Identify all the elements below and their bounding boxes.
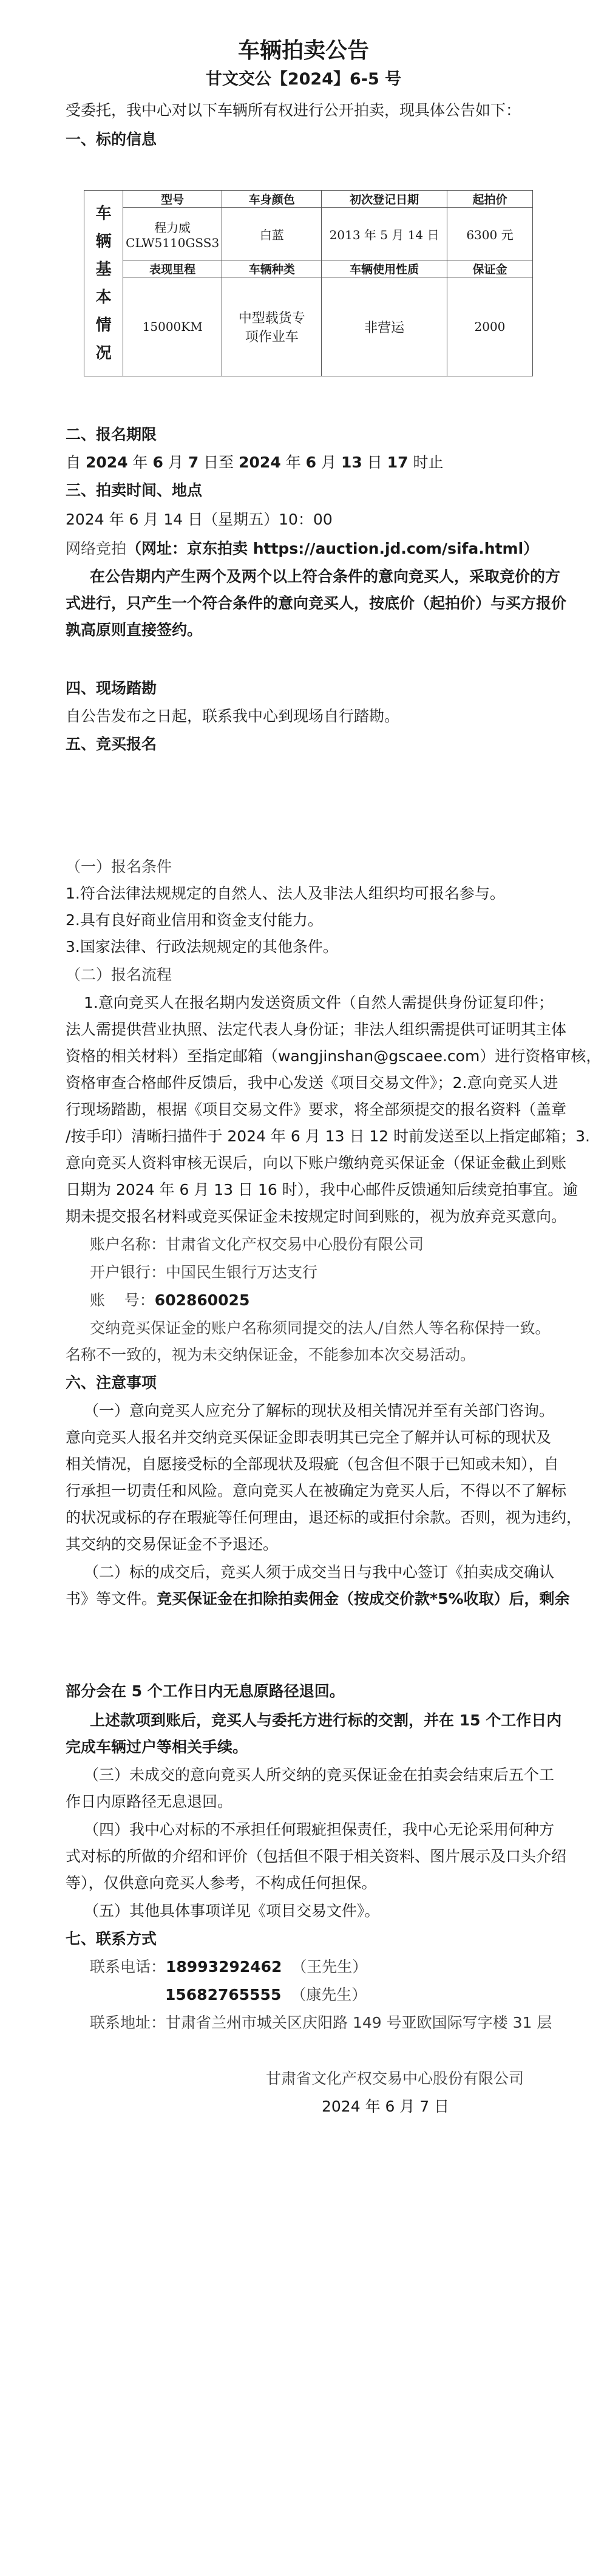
cell-reg-date: 2013 年 5 月 14 日: [322, 208, 447, 260]
notice-line: 式对标的所做的介绍和评价（包括但不限于相关资料、图片展示及口头介绍: [66, 1847, 567, 1865]
auction-url-link[interactable]: https://auction.jd.com/sifa.html: [253, 540, 524, 557]
notice-line: （二）标的成交后，竞买人须于成交当日与我中心签订《拍卖成交确认: [84, 1563, 555, 1581]
header-start-price: 起拍价: [447, 191, 532, 208]
header-kind: 车辆种类: [222, 260, 322, 277]
header-model: 型号: [123, 191, 222, 208]
site-visit-text: 自公告发布之日起，联系我中心到现场自行踏勘。: [66, 707, 400, 725]
contact-address: 联系地址：甘肃省兰州市城关区庆阳路 149 号亚欧国际写字楼 31 层: [90, 2014, 552, 2031]
header-reg-date: 初次登记日期: [322, 191, 447, 208]
phone-number-2[interactable]: 15682765555: [165, 1986, 282, 2003]
flow-line: /按手印）清晰扫描件于 2024 年 6 月 13 日 12 时前发送至以上指定邮箱；3.: [66, 1127, 591, 1145]
notice-line: （一）意向竞买人应充分了解标的现状及相关情况并至有关部门咨询。: [84, 1402, 555, 1419]
flow-line: 资格审查合格邮件反馈后，我中心发送《项目交易文件》；2.意向竞买人进: [66, 1074, 558, 1092]
flow-line: 意向竞买人资料审核无误后，向以下账户缴纳竞买保证金（保证金截止到账: [66, 1154, 567, 1172]
section-heading-6: 六、注意事项: [66, 1374, 157, 1392]
header-use: 车辆使用性质: [322, 260, 447, 277]
bidding-rule-line-1: 在公告期内产生两个及两个以上符合条件的意向竞买人，采取竞价的方: [90, 568, 561, 585]
deposit-note-line-2: 名称不一致的，视为未交纳保证金，不能参加本次交易活动。: [66, 1346, 476, 1364]
notice-line: 书》等文件。竞买保证金在扣除拍卖佣金（按成交价款*5%收取）后，剩余: [66, 1590, 570, 1608]
section-heading-3: 三、拍卖时间、地点: [66, 481, 203, 499]
contact-phone-2: 15682765555 （康先生）: [165, 1986, 367, 2003]
cell-deposit: 2000: [447, 277, 532, 376]
section-heading-7: 七、联系方式: [66, 1930, 157, 1948]
account-number: 账 号：602860025: [90, 1291, 250, 1309]
signing-organization: 甘肃省文化产权交易中心股份有限公司: [266, 2070, 524, 2087]
bidding-rule-line-3: 孰高原则直接签约。: [66, 621, 203, 639]
condition-item: 3.国家法律、行政法规规定的其他条件。: [66, 938, 338, 956]
page-title: 车辆拍卖公告: [237, 38, 369, 63]
auction-venue: 网络竞拍（网址：京东拍卖 https://auction.jd.com/sifa.html）: [66, 540, 539, 557]
flow-title: （二）报名流程: [66, 966, 172, 984]
section-heading-1: 一、标的信息: [66, 131, 157, 148]
document-number: 甘文交公【2024】6-5 号: [205, 70, 402, 89]
notice-line: （五）其他具体事项详见《项目交易文件》。: [84, 1902, 380, 1920]
notice-line: 其交纳的交易保证金不予退还。: [66, 1535, 279, 1553]
contact-phone-1: 联系电话：18993292462 （王先生）: [90, 1958, 368, 1976]
flow-line: 期未提交报名材料或竞买保证金未按规定时间到账的，视为放弃竞买意向。: [66, 1208, 567, 1225]
header-color: 车身颜色: [222, 191, 322, 208]
vehicle-info-table: [84, 190, 533, 376]
account-name: 账户名称：甘肃省文化产权交易中心股份有限公司: [90, 1235, 424, 1253]
registration-period: 自 2024 年 6 月 7 日至 2024 年 6 月 13 日 17 时止: [66, 454, 444, 471]
flow-line: 1.意向竞买人在报名期内发送资质文件（自然人需提供身份证复印件；: [84, 994, 554, 1011]
flow-line: 法人需提供营业执照、法定代表人身份证；非法人组织需提供可证明其主体: [66, 1021, 567, 1038]
cell-kind: 中型载货专 项作业车: [222, 277, 322, 376]
phone-number-1[interactable]: 18993292462: [166, 1958, 282, 1976]
conditions-title: （一）报名条件: [66, 858, 172, 875]
cell-model: 程力威 CLW5110GSS3: [123, 208, 222, 260]
section-heading-5: 五、竞买报名: [66, 735, 157, 753]
header-mileage: 表现里程: [123, 260, 222, 277]
condition-item: 2.具有良好商业信用和资金支付能力。: [66, 911, 323, 929]
flow-line: 资格的相关材料）至指定邮箱（wangjinshan@gscaee.com）进行资格审核，: [66, 1047, 602, 1065]
condition-item: 1.符合法律法规规定的自然人、法人及非法人组织均可报名参与。: [66, 885, 505, 902]
flow-line: 行现场踏勘，根据《项目交易文件》要求，将全部须提交的报名资料（盖章: [66, 1101, 567, 1118]
cell-color: 白蓝: [222, 208, 322, 260]
header-deposit: 保证金: [447, 260, 532, 277]
notice-line: 相关情况，自愿接受标的全部现状及瑕疵（包含但不限于已知或未知），自: [66, 1455, 559, 1473]
cell-start-price: 6300 元: [447, 208, 532, 260]
deposit-note-line-1: 交纳竞买保证金的账户名称须同提交的法人/自然人等名称保持一致。: [90, 1319, 551, 1337]
section-heading-2: 二、报名期限: [66, 426, 157, 443]
account-bank: 开户银行：中国民生银行万达支行: [90, 1263, 318, 1281]
notice-line: 行承担一切责任和风险。意向竞买人在被确定为竞买人后，不得以不了解标: [66, 1482, 567, 1500]
notice-line: 上述款项到账后，竞买人与委托方进行标的交割，并在 15 个工作日内: [90, 1711, 562, 1729]
intro-text: 受委托，我中心对以下车辆所有权进行公开拍卖，现具体公告如下：: [66, 101, 521, 119]
notice-line: 意向竞买人报名并交纳竞买保证金即表明其已完全了解并认可标的现状及: [66, 1429, 552, 1446]
flow-line: 日期为 2024 年 6 月 13 日 16 时），我中心邮件反馈通知后续竞拍事宜。逾: [66, 1181, 578, 1198]
section-heading-4: 四、现场踏勘: [66, 679, 157, 697]
vehicle-side-label: 车 辆 基 本 情 况: [84, 191, 123, 376]
notice-line: （四）我中心对标的不承担任何瑕疵担保责任，我中心无论采用何种方: [84, 1821, 555, 1838]
notice-line: 等），仅供意向竞买人参考，不构成任何担保。: [66, 1874, 377, 1892]
notice-line: 的状况或标的存在瑕疵等任何理由，退还标的或拒付余款。否则，视为违约，: [66, 1509, 582, 1526]
auction-time: 2024 年 6 月 14 日（星期五）10：00: [66, 511, 333, 528]
notice-line: 作日内原路径无息退回。: [66, 1793, 233, 1810]
notice-line: 部分会在 5 个工作日内无息原路径退回。: [66, 1682, 345, 1700]
cell-mileage: 15000KM: [123, 277, 222, 376]
signing-date: 2024 年 6 月 7 日: [322, 2098, 450, 2115]
cell-use: 非营运: [322, 277, 447, 376]
notice-line: （三）未成交的意向竞买人所交纳的竞买保证金在拍卖会结束后五个工: [84, 1766, 555, 1784]
notice-line: 完成车辆过户等相关手续。: [66, 1738, 248, 1756]
bidding-rule-line-2: 式进行，只产生一个符合条件的意向竞买人，按底价（起拍价）与买方报价: [66, 594, 567, 612]
